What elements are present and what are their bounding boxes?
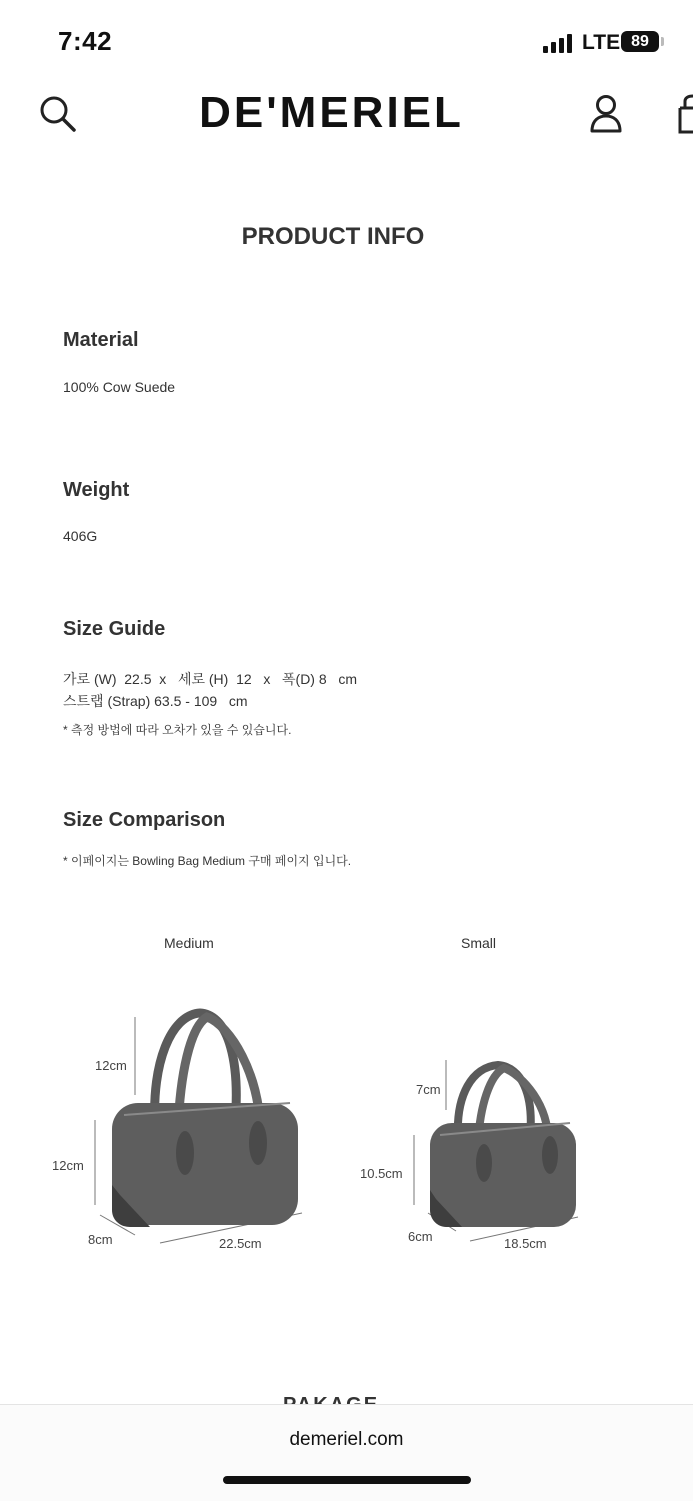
medium-label: Medium <box>164 935 214 951</box>
small-handle-dim: 7cm <box>416 1082 441 1097</box>
small-label: Small <box>461 935 497 951</box>
medium-handle-dim: 12cm <box>95 1058 127 1073</box>
brand-logo[interactable]: DE'MERIEL <box>199 88 464 137</box>
size-guide-dimensions: 가로 (W) 22.5 x 세로 (H) 12 x 폭(D) 8 cm <box>63 671 357 687</box>
size-comparison-note: * 이페이지는 Bowling Bag Medium 구매 페이지 입니다. <box>63 854 352 868</box>
small-height-dim: 10.5cm <box>360 1166 403 1181</box>
battery-tip <box>661 37 664 46</box>
browser-bottom-bar <box>0 1404 693 1501</box>
medium-height-dim: 12cm <box>52 1158 84 1173</box>
weight-value: 406G <box>63 528 98 544</box>
medium-depth-dim: 8cm <box>88 1232 113 1247</box>
medium-width-dim: 22.5cm <box>219 1236 262 1251</box>
small-width-dim: 18.5cm <box>504 1236 547 1251</box>
material-value: 100% Cow Suede <box>63 379 176 395</box>
page-title: PRODUCT INFO <box>241 223 425 250</box>
home-indicator[interactable] <box>223 1476 471 1484</box>
small-depth-dim: 6cm <box>408 1229 433 1244</box>
user-icon[interactable] <box>589 94 623 134</box>
medium-bag-image <box>90 1005 310 1250</box>
size-guide-strap: 스트랩 (Strap) 63.5 - 109 cm <box>63 693 248 709</box>
status-time: 7:42 <box>58 26 113 56</box>
url-bar[interactable]: demeriel.com <box>289 1429 404 1450</box>
weight-heading: Weight <box>63 479 130 501</box>
signal-icon <box>543 33 572 53</box>
size-guide-heading: Size Guide <box>63 618 166 640</box>
size-comparison-heading: Size Comparison <box>63 809 226 831</box>
size-guide-note: * 측정 방법에 따라 오차가 있을 수 있습니다. <box>63 723 292 737</box>
material-heading: Material <box>63 329 139 351</box>
network-type: LTE <box>582 31 621 54</box>
shopping-bag-icon[interactable] <box>676 94 693 134</box>
battery-icon: 89 <box>621 31 659 52</box>
